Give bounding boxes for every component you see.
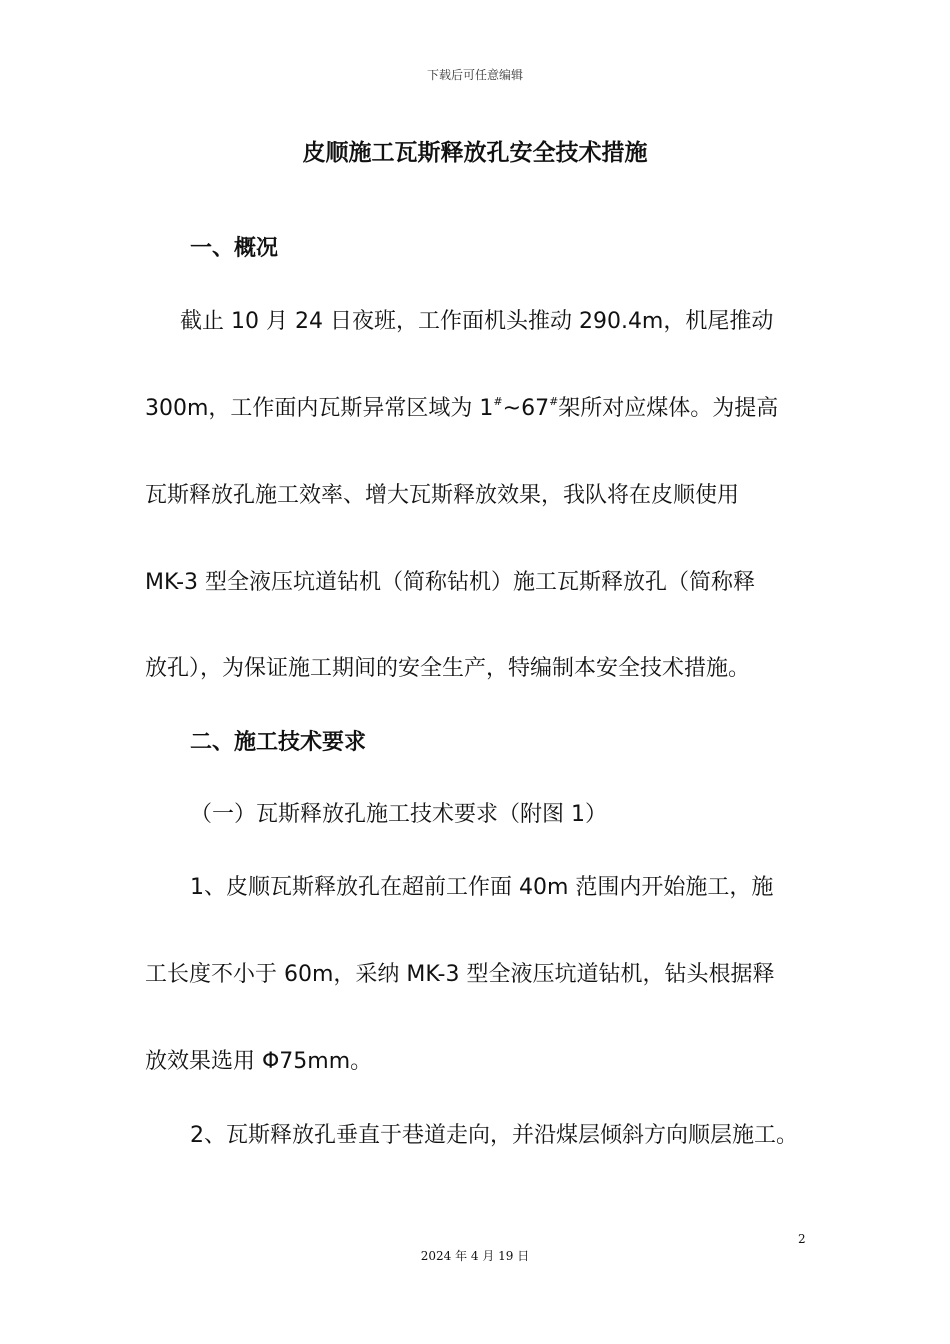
superscript-mark-1: # [493,395,503,408]
overview-line-1: 截止 10 月 24 日夜班，工作面机头推动 290.4m，机尾推动 [180,309,774,334]
overview-line-4: MK-3 型全液压坑道钻机（简称钻机）施工瓦斯释放孔（简称释 [145,570,756,595]
requirements-line-3: 放效果选用 Φ75mm。 [145,1049,373,1074]
superscript-mark-2: # [549,395,559,408]
page-number: 2 [798,1232,806,1246]
overview-heading: 一、概况 [190,236,279,261]
requirements-line-4: 2、瓦斯释放孔垂直于巷道走向，并沿煤层倾斜方向顺层施工。 [190,1123,798,1148]
requirements-subheading: （一）瓦斯释放孔施工技术要求（附图 1） [190,802,607,827]
requirements-line-2: 工长度不小于 60m，采纳 MK-3 型全液压坑道钻机，钻头根据释 [145,962,775,987]
overview-line-2 [145,394,778,424]
overview-line-5: 放孔），为保证施工期间的安全生产，特编制本安全技术措施。 [145,656,751,681]
header-note: 下载后可任意编辑 [426,68,523,82]
overview-line-2-end: 架所对应煤体。为提高 [558,396,779,421]
overview-line-2-start: 300m，工作面内瓦斯异常区域为 1 [145,396,494,421]
overview-line-3: 瓦斯释放孔施工效率、增大瓦斯释放效果，我队将在皮顺使用 [145,483,740,508]
footer-date: 2024 年 4 月 19 日 [420,1249,530,1263]
document-title: 皮顺施工瓦斯释放孔安全技术措施 [302,140,648,166]
requirements-heading: 二、施工技术要求 [190,730,367,755]
requirements-line-1: 1、皮顺瓦斯释放孔在超前工作面 40m 范围内开始施工，施 [190,875,774,900]
overview-line-2-mid: ~67 [502,396,550,421]
